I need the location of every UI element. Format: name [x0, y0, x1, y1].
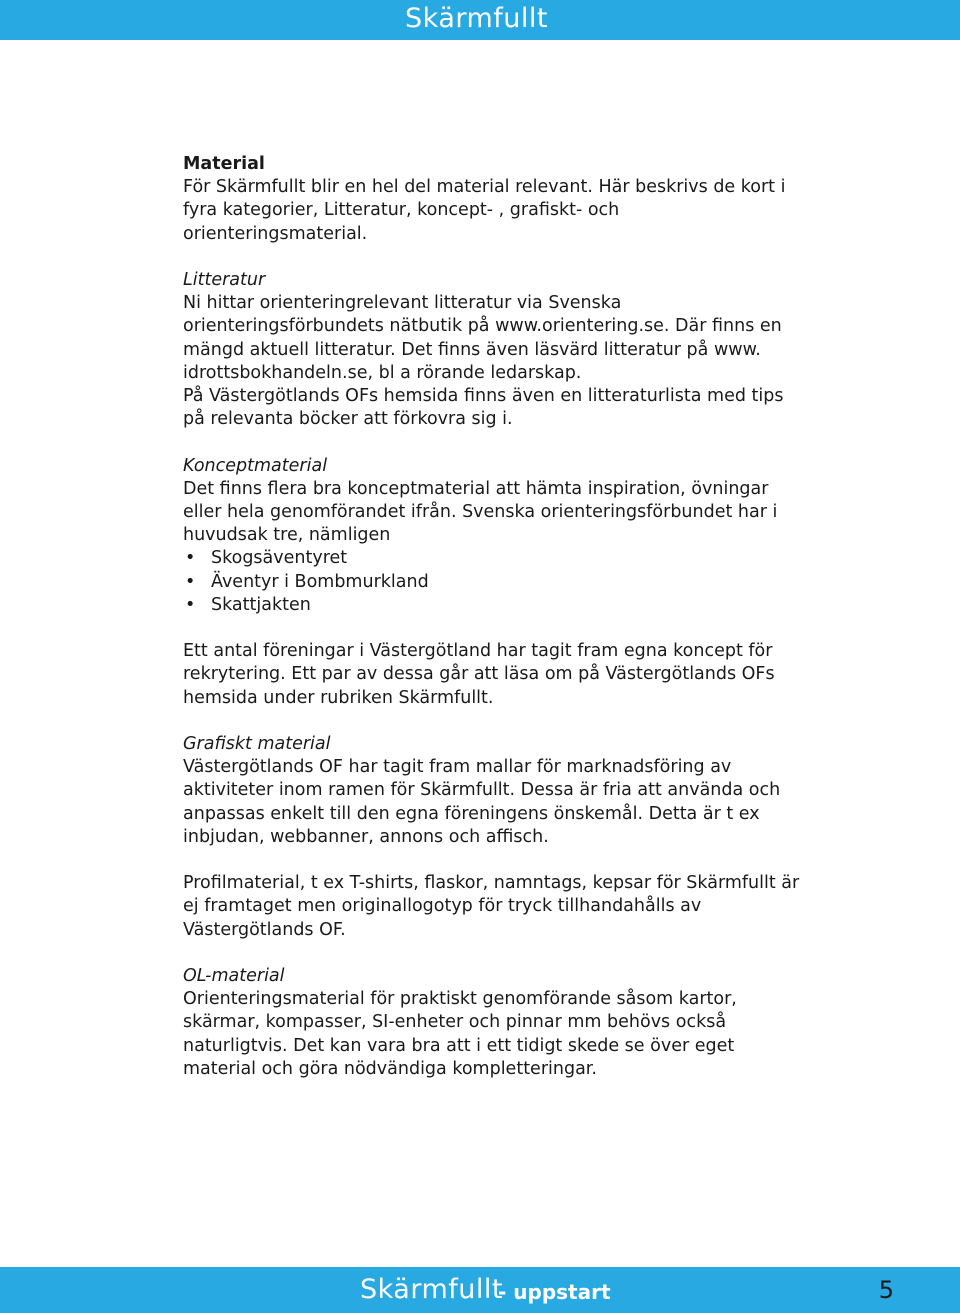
section-grafiskt — [183, 733, 803, 849]
heading-grafiskt: Grafiskt material — [183, 734, 331, 755]
heading-litteratur: Litteratur — [183, 270, 266, 290]
konceptmaterial-body: Det finns flera bra konceptmaterial att hämta inspiration, övningar eller hela genomförandet ifrån. Svenska orienteringsförbundet har i huvudsak tre, nämligen — [183, 478, 778, 546]
heading-ol: OL-material — [183, 966, 285, 987]
list-item-label: Skattjakten — [211, 594, 311, 615]
section-konceptmaterial — [183, 455, 803, 548]
section-material — [183, 153, 803, 246]
section-ol — [183, 965, 803, 1081]
litteratur-body-1: Ni hittar orienteringrelevant litteratur via Svenska orienteringsförbundets nätbutik på www.orientering.se. Där finns en mängd aktuell litteratur. Det finns även läsvärd litteratur på www. idrottsbokhandeln.se, bl a rörande ledarskap. — [183, 293, 782, 383]
header-brand: Skärmfullt — [405, 3, 548, 34]
bullet-icon: • — [185, 571, 196, 592]
koncept-list — [183, 547, 803, 617]
konceptmaterial-after: Ett antal föreningar i Västergötland har tagit fram egna koncept för rekrytering. Ett par av dessa går att läsa om på Västergötlands OFs hemsida under rubriken Skärmfullt. — [183, 641, 775, 708]
heading-material: Material — [183, 154, 265, 174]
footer-banner — [0, 1267, 960, 1313]
footer-brand: Skärmfullt — [360, 1274, 503, 1305]
bullet-icon: • — [185, 548, 196, 569]
list-item-label: Skogsäventyret — [211, 548, 348, 569]
litteratur-body-2: På Västergötlands OFs hemsida finns även en litteraturlista med tips på relevanta böcker att förkovra sig i. — [183, 386, 784, 430]
ol-body: Orienteringsmaterial för praktiskt genomförande såsom kartor, skärmar, kompasser, SI-enheter och pinnar mm behövs också naturligtvis. Det kan vara bra att i ett tidigt skede se över eget material och göra nödvändiga kompletteringar. — [183, 989, 737, 1079]
list-item — [183, 594, 803, 617]
list-item-label: Äventyr i Bombmurkland — [211, 571, 429, 592]
material-body: För Skärmfullt blir en hel del material relevant. Här beskrivs de kort i fyra kategorier, Litteratur, koncept- , grafiskt- och orienteringsmaterial. — [183, 177, 786, 244]
bullet-icon: • — [185, 594, 196, 615]
page-number: 5 — [878, 1276, 894, 1304]
page-content — [183, 153, 803, 1104]
header-banner — [0, 0, 960, 40]
footer-suffix: - uppstart — [498, 1280, 611, 1304]
section-litteratur — [183, 269, 803, 431]
list-item — [183, 547, 803, 570]
grafiskt-body: Västergötlands OF har tagit fram mallar för marknadsföring av aktiviteter inom ramen för Skärmfullt. Dessa är fria att använda och anpassas enkelt till den egna föreningens önskemål. Detta är t ex inbjudan, webbanner, annons och affisch. — [183, 757, 781, 847]
section-profil: Profilmaterial, t ex T-shirts, flaskor, namntags, kepsar för Skärmfullt är ej framtaget men originallogotyp för tryck tillhandahålls av Västergötlands OF. — [183, 873, 800, 940]
list-item — [183, 571, 803, 594]
heading-konceptmaterial: Konceptmaterial — [183, 455, 328, 476]
